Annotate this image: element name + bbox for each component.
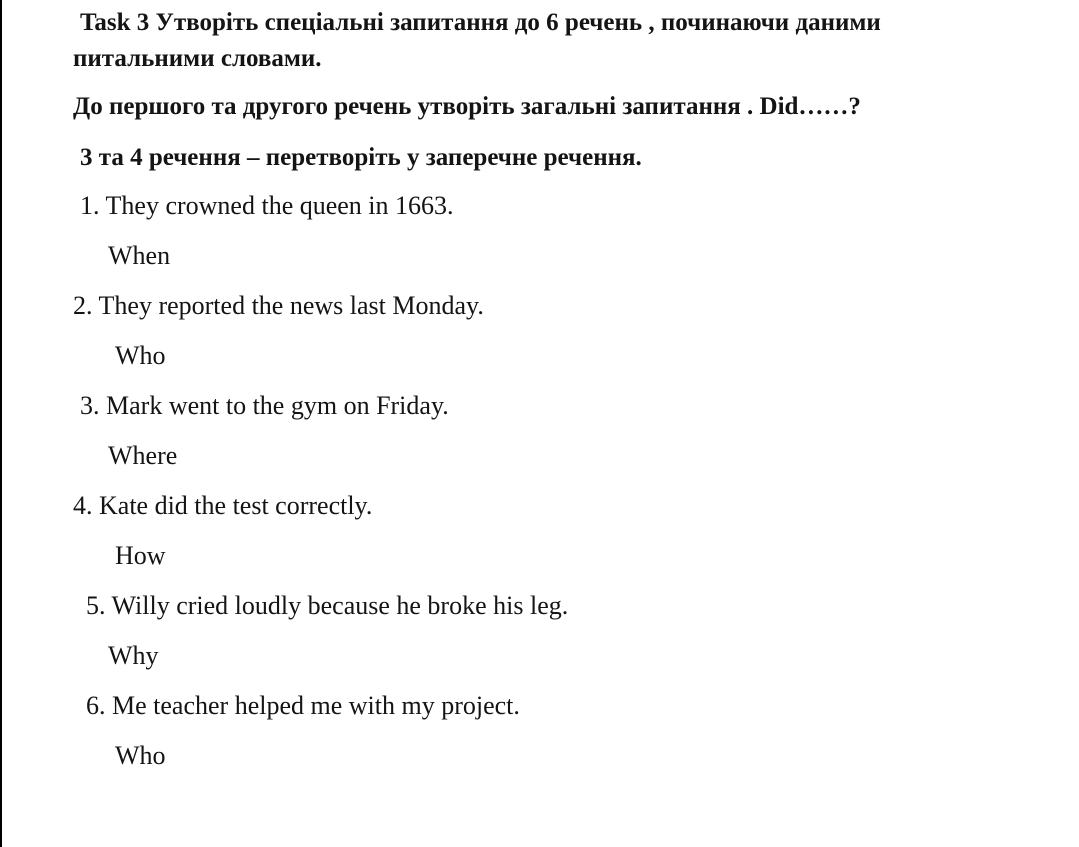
sentence-6: 6. Me teacher helped me with my project. bbox=[86, 691, 520, 720]
question-word-1: When bbox=[108, 241, 171, 270]
instruction-general-questions: До першого та другого речень утворіть загальні запитання . Did……? bbox=[73, 93, 861, 120]
instruction-negative-sentences: 3 та 4 речення – перетворіть у заперечне речення. bbox=[80, 144, 642, 171]
sentence-2: 2. They reported the news last Monday. bbox=[73, 291, 484, 320]
sentence-3: 3. Mark went to the gym on Friday. bbox=[80, 391, 449, 420]
task-heading-continued: питальними словами. bbox=[73, 45, 322, 72]
task-heading: Task 3 Утворіть спеціальні запитання до 6 речень , починаючи даними bbox=[80, 9, 881, 36]
sentence-1: 1. They crowned the queen in 1663. bbox=[80, 191, 454, 220]
question-word-2: Who bbox=[115, 341, 166, 370]
page-edge bbox=[0, 0, 2, 847]
question-word-6: Who bbox=[115, 741, 166, 770]
question-word-3: Where bbox=[108, 441, 178, 470]
sentence-5: 5. Willy cried loudly because he broke his leg. bbox=[86, 591, 569, 620]
question-word-5: Why bbox=[108, 641, 159, 670]
question-word-4: How bbox=[115, 541, 166, 570]
sentence-4: 4. Kate did the test correctly. bbox=[73, 491, 373, 520]
